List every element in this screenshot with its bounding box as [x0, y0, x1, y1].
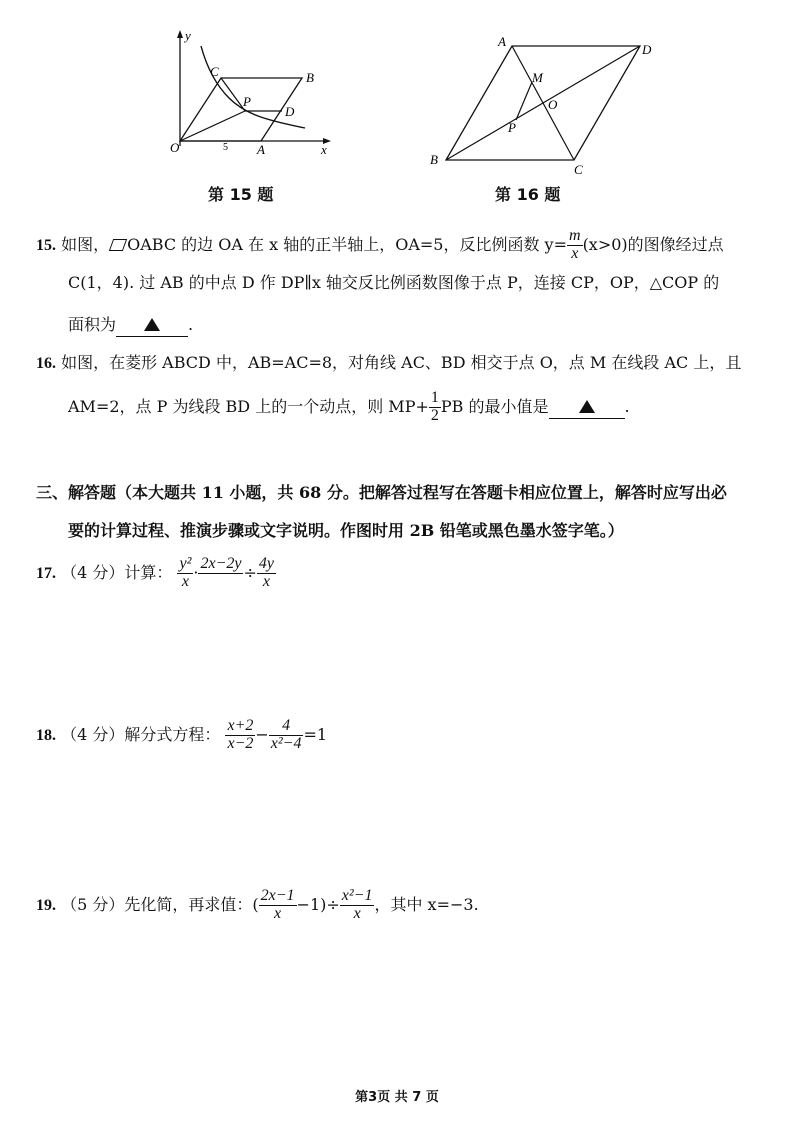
label-b: B [306, 70, 314, 85]
label-p: P [243, 94, 251, 109]
numerator: x+2 [227, 717, 254, 734]
segment-cp [221, 78, 245, 111]
question-16-line1 [36, 352, 741, 375]
fraction-1 [259, 888, 297, 923]
operator: · [193, 562, 199, 582]
label-c: C [210, 64, 219, 79]
label-m: M [532, 70, 543, 85]
text: (x>0)的图像经过点 [582, 234, 724, 254]
label-a: A [257, 142, 265, 157]
text: PB 的最小值是 [440, 396, 549, 416]
label-a: A [498, 34, 506, 49]
question-15-line1 [36, 228, 724, 263]
label-d: D [285, 104, 295, 119]
numerator: 4y [258, 555, 274, 572]
operator: −1)÷ [296, 894, 340, 914]
numerator: x²−1 [341, 887, 373, 904]
numerator: 2x−1 [260, 887, 295, 904]
triangle-icon [144, 318, 160, 331]
figure-15 [165, 28, 335, 158]
denominator: x²−4 [270, 734, 302, 752]
section-3-heading-line2: 要的计算过程、推演步骤或文字说明。作图时用 2B 铅笔或黑色墨水签字笔。） [68, 521, 624, 540]
text: . [188, 315, 194, 334]
question-15-line3 [68, 314, 193, 337]
numerator: 2x−2y [200, 555, 242, 572]
text: 面积为 [68, 315, 117, 334]
denominator: x [353, 904, 361, 922]
page-footer: 第3页 共 7 页 [355, 1090, 439, 1105]
label-o: O [548, 97, 558, 112]
denominator: x [262, 572, 270, 590]
parallelogram-symbol [109, 239, 127, 251]
paren-open: ( [252, 894, 259, 914]
numerator: 4 [269, 718, 304, 736]
label-o: O [170, 140, 180, 155]
fraction-m-over-x [567, 228, 583, 263]
question-18 [36, 718, 327, 753]
question-number: 16. [36, 355, 56, 372]
question-number: 18. [36, 726, 56, 744]
answer-blank [549, 396, 625, 419]
label: （4 分）解分式方程： [61, 724, 221, 744]
text: AM=2，点 P 为线段 BD 上的一个动点，则 MP+ [68, 396, 429, 416]
equals-one: =1 [303, 724, 328, 744]
label-d: D [642, 42, 652, 57]
fraction-2 [198, 556, 243, 591]
denominator: x [274, 904, 282, 922]
text: OABC 的边 OA 在 x 轴的正半轴上，OA=5，反比例函数 y= [127, 234, 567, 254]
figure-16-caption: 第 16 题 [495, 185, 561, 204]
label-c: C [574, 162, 583, 177]
operator: ÷ [243, 562, 257, 582]
fraction-1 [225, 718, 255, 753]
question-17 [36, 556, 276, 591]
denominator: x [181, 572, 189, 590]
diagonal-bd [446, 46, 640, 160]
denominator [198, 574, 243, 591]
label-x: x [321, 142, 327, 157]
question-number: 17. [36, 564, 56, 582]
figure-15-caption: 第 15 题 [208, 185, 274, 204]
question-19 [36, 888, 479, 923]
fraction-2 [340, 888, 375, 923]
parallelogram-oabc [180, 78, 302, 141]
label: （4 分）计算： [61, 562, 173, 582]
numerator: y² [179, 555, 192, 572]
text: C(1，4). 过 AB 的中点 D 作 DP∥x 轴交反比例函数图像于点 P，连接 CP，OP，△COP 的 [68, 273, 720, 292]
section-3-heading-line1: 三、解答题（本大题共 11 小题，共 68 分。把解答过程写在答题卡相应位置上，解答时应写出必 [36, 483, 727, 502]
question-16-line2 [68, 390, 630, 425]
y-axis-arrow [177, 30, 183, 38]
label-y: y [185, 28, 191, 43]
denominator: 2 [430, 406, 439, 424]
figure-16 [428, 32, 660, 180]
answer-blank [116, 314, 188, 337]
text: 如图，在菱形 ABCD 中，AB=AC=8，对角线 AC、BD 相交于点 O，点 M 在线段 AC 上，且 [61, 353, 742, 372]
denominator: x−2 [227, 734, 254, 752]
question-15-line2 [68, 272, 719, 294]
text: . [624, 396, 630, 416]
numerator: 1 [430, 389, 439, 406]
fraction-2 [269, 718, 304, 753]
numerator: m [569, 227, 581, 244]
label-b: B [430, 152, 438, 167]
label-five: 5 [223, 142, 228, 153]
question-number: 19. [36, 896, 56, 914]
fraction-one-half [429, 390, 441, 425]
fraction-1 [177, 556, 193, 591]
condition: ，其中 x=−3. [374, 894, 479, 914]
triangle-icon [579, 400, 595, 413]
fraction-3 [257, 556, 276, 591]
question-number: 15. [36, 236, 56, 254]
label-p: P [508, 120, 516, 135]
label: （5 分）先化简，再求值： [61, 894, 253, 914]
operator: − [255, 724, 269, 744]
denominator: x [571, 244, 579, 262]
text: 如图， [61, 234, 110, 254]
